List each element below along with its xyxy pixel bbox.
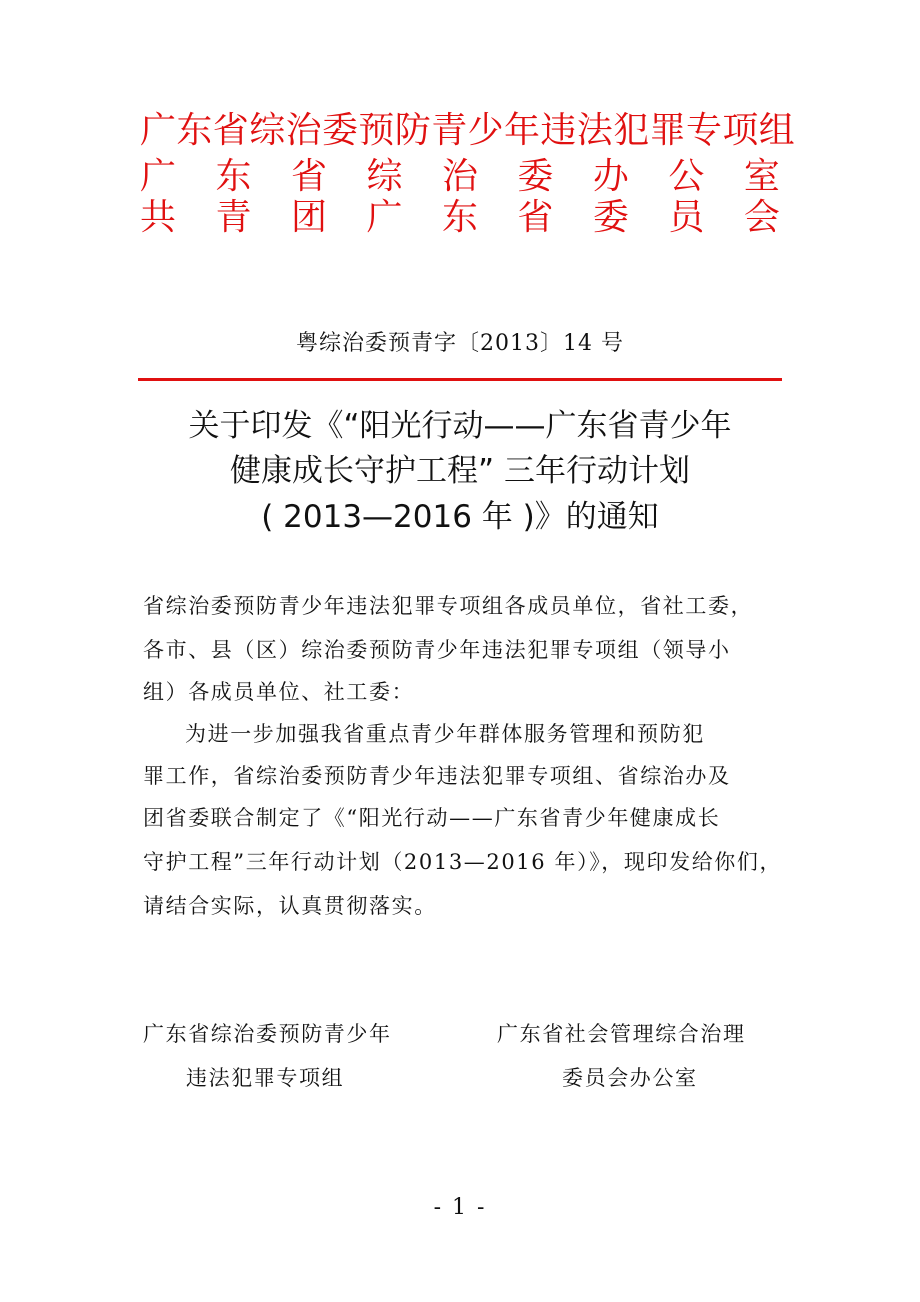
paragraph-line-3: 团省委联合制定了《“阳光行动——广东省青少年健康成长 [143,806,721,830]
signature-right-line-1: 广东省社会管理综合治理 [497,1022,746,1046]
addressee-line-1: 省综治委预防青少年违法犯罪专项组各成员单位，省社工委， [143,594,754,618]
issuer-2-char: 广 [140,156,177,197]
signature-left-line-2: 违法犯罪专项组 [186,1066,345,1090]
issuer-line-3 [140,195,780,241]
issuer-2-char: 委 [517,156,554,197]
paragraph-line-2: 罪工作，省综治委预防青少年违法犯罪专项组、省综治办及 [143,764,731,788]
page-number: - 1 - [433,1195,487,1220]
issuer-2-char: 室 [743,156,780,197]
red-divider [138,378,782,381]
issuer-2-char: 办 [592,156,629,197]
title-line-2: 健康成长守护工程” 三年行动计划 [230,453,690,489]
issuer-3-char: 员 [668,197,705,238]
signature-right-line-2: 委员会办公室 [562,1066,698,1090]
issuer-2-char: 公 [668,156,705,197]
issuer-2-char: 治 [441,156,478,197]
document-number: 粤综治委预青字〔2013〕14 号 [296,331,624,356]
issuer-3-char: 委 [592,197,629,238]
addressee-line-2: 各市、县（区）综治委预防青少年违法犯罪专项组（领导小 [143,638,731,662]
issuer-3-char: 共 [140,197,177,238]
issuer-line-2 [140,154,780,200]
paragraph-line-1: 为进一步加强我省重点青少年群体服务管理和预防犯 [185,722,705,746]
paragraph-line-4: 守护工程”三年行动计划（2013—2016 年）》，现印发给你们， [143,850,783,874]
issuer-2-char: 东 [215,156,252,197]
issuer-3-char: 广 [366,197,403,238]
issuer-3-char: 青 [215,197,252,238]
issuer-2-char: 省 [290,156,327,197]
title-line-1: 关于印发《“阳光行动——广东省青少年 [188,408,732,444]
issuer-3-char: 省 [517,197,554,238]
issuer-3-char: 团 [290,197,327,238]
issuer-3-char: 会 [743,197,780,238]
issuer-2-char: 综 [366,156,403,197]
signature-left-line-1: 广东省综治委预防青少年 [143,1022,392,1046]
title-line-3: ( 2013—2016 年 )》的通知 [261,499,659,535]
issuer-line-1: 广东省综治委预防青少年违法犯罪专项组 [140,110,796,151]
addressee-line-3: 组）各成员单位、社工委： [143,680,415,704]
issuer-3-char: 东 [441,197,478,238]
paragraph-line-5: 请结合实际，认真贯彻落实。 [143,894,437,918]
